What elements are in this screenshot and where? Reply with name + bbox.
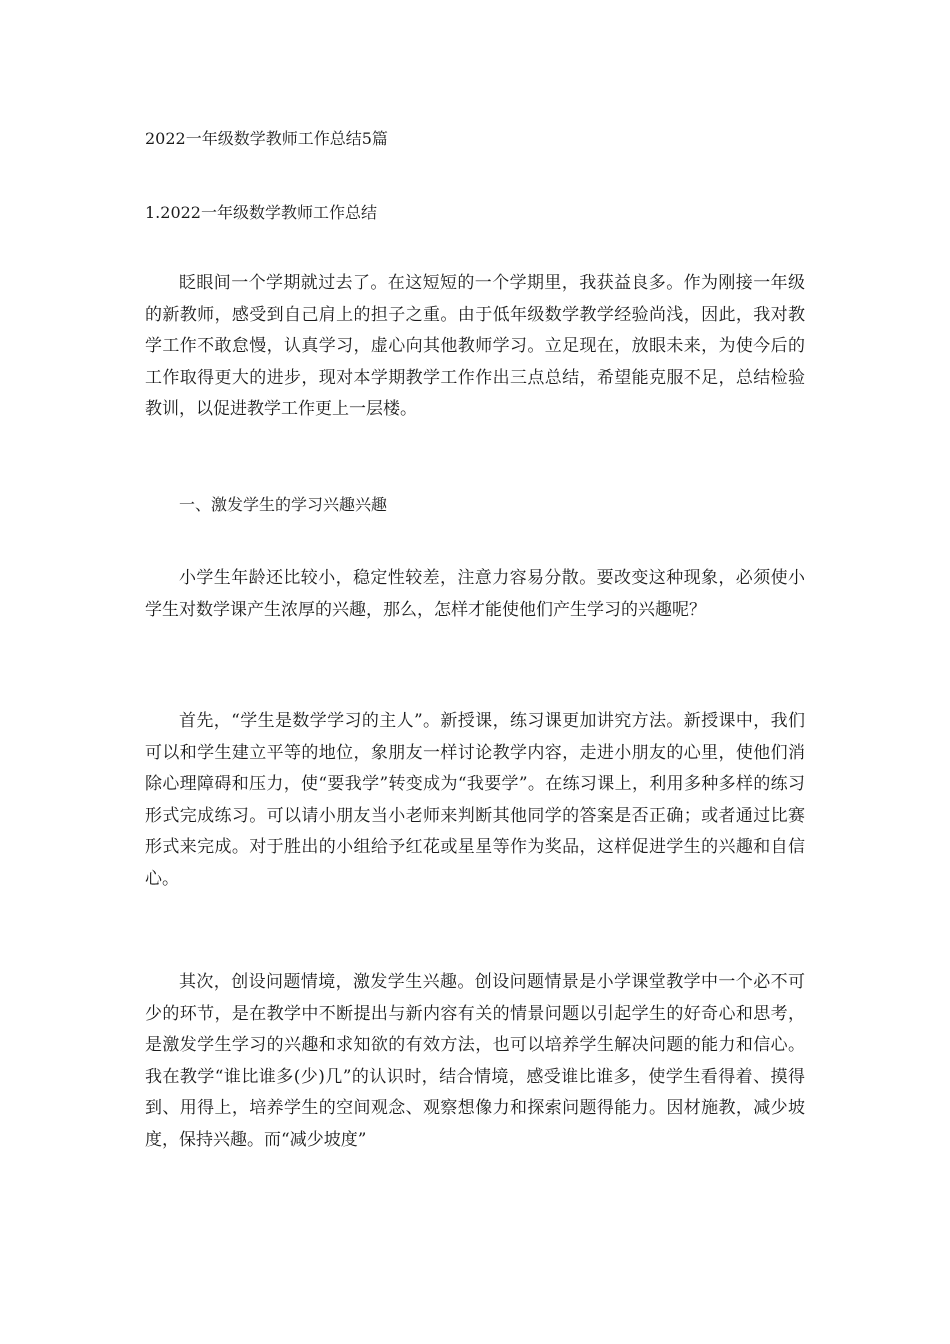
paragraph-first: 首先，“学生是数学学习的主人”。新授课，练习课更加讲究方法。新授课中，我们可以和学生建立平等的地位，象朋友一样讨论教学内容，走进小朋友的心里，使他们消除心理障碍和压力，使“要我学”转变成为“我要学”。在练习课上，利用多种多样的练习形式完成练习。可以请小朋友当小老师来判断其他同学的答案是否正确；或者通过比赛形式来完成。对于胜出的小组给予红花或星星等作为奖品，这样促进学生的兴趣和自信心。: [145, 711, 805, 889]
paragraph-intro: 眨眼间一个学期就过去了。在这短短的一个学期里，我获益良多。作为刚接一年级的新教师，感受到自己肩上的担子之重。由于低年级数学教学经验尚浅，因此，我对教学工作不敢怠慢，认真学习，虚心向其他教师学习。立足现在，放眼未来，为使今后的工作取得更大的进步，现对本学期教学工作作出三点总结，希望能克服不足，总结检验教训，以促进教学工作更上一层楼。: [145, 273, 805, 419]
subheading-interest: 一、激发学生的学习兴趣兴趣: [179, 495, 388, 514]
paragraph-second: 其次，创设问题情境，激发学生兴趣。创设问题情景是小学课堂教学中一个必不可少的环节，是在教学中不断提出与新内容有关的情景问题以引起学生的好奇心和思考，是激发学生学习的兴趣和求知欲的有效方法，也可以培养学生解决问题的能力和信心。我在教学“谁比谁多(少)几”的认识时，结合情境，感受谁比谁多，使学生看得着、摸得到、用得上，培养学生的空间观念、观察想像力和探索问题得能力。因材施教，减少坡度，保持兴趣。而“减少坡度”: [145, 972, 805, 1150]
document-title: 2022一年级数学教师工作总结5篇: [145, 129, 388, 148]
section-heading: 1.2022一年级数学教师工作总结: [145, 203, 377, 222]
paragraph-attention: 小学生年龄还比较小，稳定性较差，注意力容易分散。要改变这种现象，必须使小学生对数学课产生浓厚的兴趣，那么，怎样才能使他们产生学习的兴趣呢？: [145, 568, 805, 620]
